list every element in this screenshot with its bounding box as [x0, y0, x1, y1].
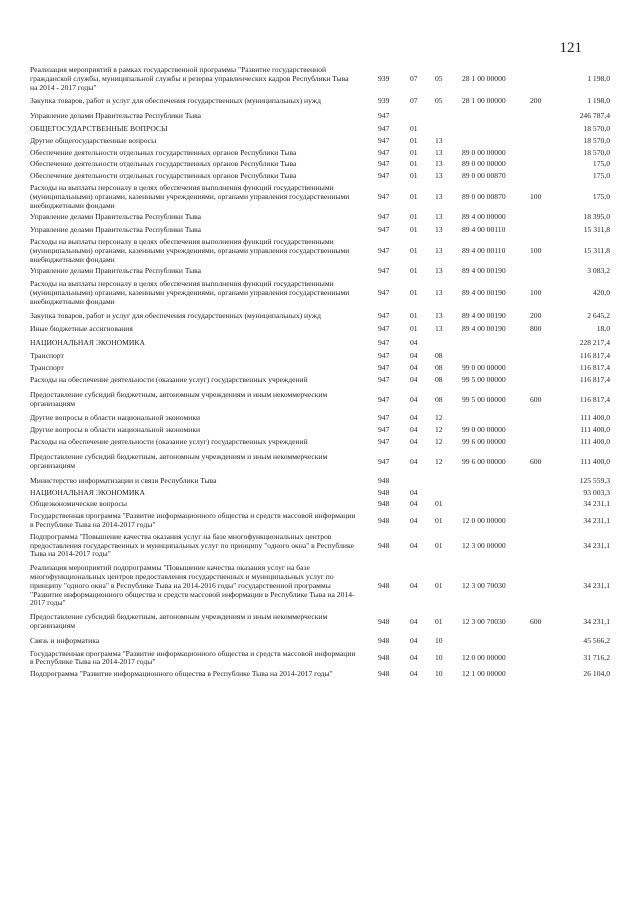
table-row: [30, 226, 610, 235]
table-cell-name: Государственная программа "Развитие информационного общества и средств массовой информации в Республике Тыва на 2014-2017 годы": [30, 648, 356, 667]
table-cell-podrazdel: 13: [435, 159, 443, 169]
table-cell-vid-rashodov: 200: [530, 310, 542, 320]
table-cell-celevaya-statya: 12 3 00 70030: [462, 580, 506, 590]
table-cell-razdel: 04: [410, 350, 418, 360]
table-cell-ved: 947: [378, 374, 390, 384]
table-cell-podrazdel: 13: [435, 135, 443, 145]
table-cell-ved: 947: [378, 245, 390, 255]
table-cell-vid-rashodov: 100: [530, 191, 542, 201]
table-cell-name: Управление делами Правительства Республики Тыва: [30, 111, 202, 121]
table-row: [30, 213, 610, 222]
table-cell-vid-rashodov: 600: [530, 394, 542, 404]
table-cell-razdel: 04: [410, 580, 418, 590]
table-cell-podrazdel: 13: [435, 225, 443, 235]
table-row: [30, 391, 610, 409]
table-cell-ved: 947: [378, 135, 390, 145]
table-row: [30, 637, 610, 646]
table-cell-vid-rashodov: 200: [530, 96, 542, 106]
table-cell-summa: 111 400,0: [580, 456, 610, 466]
table-cell-name: ОБЩЕГОСУДАРСТВЕННЫЕ ВОПРОСЫ: [30, 123, 168, 133]
table-cell-ved: 939: [378, 73, 390, 83]
table-cell-summa: 18 570,0: [583, 147, 610, 157]
table-row: [30, 149, 610, 158]
table-row: [30, 376, 610, 385]
table-cell-name: Реализация мероприятий подпрограммы "Повышение качества оказания услуг на базе многофункциональных центров предоставления государственных и муниципальных услуг по принципу "одного окна" в Республике Тыва на 2014-2016 годы" государственной программы "Развитие информационного общества и средств массовой информации в Республике Тыва на 2014-2017 годы": [30, 563, 355, 608]
table-cell-ved: 947: [378, 266, 390, 276]
table-cell-summa: 1 198,0: [587, 96, 610, 106]
table-cell-name: Предоставление субсидий бюджетным, автономным учреждениям и иным некоммерческим организациям: [30, 452, 328, 471]
table-cell-name: Управление делами Правительства Республики Тыва: [30, 266, 202, 276]
table-cell-ved: 947: [378, 324, 390, 334]
table-row: [30, 312, 610, 321]
table-row: [30, 97, 610, 106]
table-cell-name: Транспорт: [30, 362, 64, 372]
table-row: [30, 125, 610, 134]
table-cell-razdel: 07: [410, 73, 418, 83]
table-cell-name: Обеспечение деятельности отдельных государственных органов Республики Тыва: [30, 171, 297, 181]
table-cell-podrazdel: 10: [435, 653, 443, 663]
table-cell-name: Расходы на выплаты персоналу в целях обеспечения выполнения функций государственными (муниципальными) органами, казенными учреждениями, органами управления государственными внебюджетными фондами: [30, 182, 350, 210]
table-cell-razdel: 04: [410, 374, 418, 384]
table-cell-summa: 246 787,4: [579, 111, 610, 121]
table-cell-summa: 116 817,4: [579, 362, 610, 372]
table-cell-summa: 111 400,0: [580, 436, 610, 446]
table-cell-podrazdel: 01: [435, 580, 443, 590]
table-row: [30, 533, 610, 559]
table-cell-podrazdel: 01: [435, 540, 443, 550]
table-cell-razdel: 04: [410, 653, 418, 663]
table-cell-name: Подпрограмма "Повышение качества оказания услуг на базе многофункциональных центров предоставления государственных и муниципальных услуг по принципу "одного окна" в Республике Тыва на 2014-2017 годы": [30, 531, 354, 559]
table-cell-celevaya-statya: 89 4 00 00190: [462, 287, 506, 297]
table-row: [30, 650, 610, 668]
table-cell-ved: 947: [378, 171, 390, 181]
table-cell-name: Другие вопросы в области национальной экономики: [30, 412, 201, 422]
table-cell-podrazdel: 13: [435, 191, 443, 201]
table-cell-podrazdel: 08: [435, 350, 443, 360]
table-cell-podrazdel: 13: [435, 324, 443, 334]
table-cell-vid-rashodov: 100: [530, 245, 542, 255]
table-cell-celevaya-statya: 89 4 00 00190: [462, 324, 506, 334]
table-cell-ved: 948: [378, 580, 390, 590]
table-row: [30, 477, 610, 486]
budget-table: [30, 66, 610, 683]
table-row: [30, 66, 610, 92]
table-cell-ved: 948: [378, 635, 390, 645]
table-cell-celevaya-statya: 89 4 00 00190: [462, 310, 506, 320]
table-cell-podrazdel: 05: [435, 96, 443, 106]
table-cell-name: Государственная программа "Развитие информационного общества и средств массовой информации в Республике Тыва на 2014-2017 годы": [30, 511, 356, 530]
table-cell-razdel: 04: [410, 412, 418, 422]
table-cell-ved: 947: [378, 225, 390, 235]
table-cell-name: Министерство информатизации и связи Республики Тыва: [30, 475, 217, 485]
table-cell-name: Расходы на выплаты персоналу в целях обеспечения выполнения функций государственными (муниципальными) органами, казенными учреждениями, органами управления государственными внебюджетными фондами: [30, 236, 350, 264]
table-cell-vid-rashodov: 100: [530, 287, 542, 297]
table-cell-summa: 15 311,8: [583, 245, 610, 255]
table-cell-ved: 939: [378, 96, 390, 106]
table-row: [30, 564, 610, 608]
table-cell-ved: 947: [378, 212, 390, 222]
table-cell-podrazdel: 10: [435, 669, 443, 679]
table-cell-summa: 125 559,3: [579, 475, 610, 485]
table-cell-razdel: 04: [410, 436, 418, 446]
table-cell-celevaya-statya: 89 0 00 00870: [462, 171, 506, 181]
table-row: [30, 512, 610, 530]
table-row: [30, 325, 610, 334]
table-cell-ved: 947: [378, 159, 390, 169]
table-row: [30, 280, 610, 306]
table-cell-razdel: 01: [410, 212, 418, 222]
table-cell-ved: 947: [378, 310, 390, 320]
table-row: [30, 160, 610, 169]
table-cell-ved: 947: [378, 394, 390, 404]
table-row: [30, 426, 610, 435]
table-cell-summa: 3 083,2: [587, 266, 610, 276]
table-cell-name: Обеспечение деятельности отдельных государственных органов Республики Тыва: [30, 159, 297, 169]
table-cell-summa: 111 400,0: [580, 412, 610, 422]
table-row: [30, 352, 610, 361]
table-cell-ved: 947: [378, 424, 390, 434]
table-cell-podrazdel: 13: [435, 266, 443, 276]
table-cell-razdel: 01: [410, 147, 418, 157]
table-cell-summa: 15 311,8: [583, 225, 610, 235]
table-cell-podrazdel: 13: [435, 212, 443, 222]
table-cell-podrazdel: 01: [435, 616, 443, 626]
table-cell-razdel: 01: [410, 324, 418, 334]
table-cell-razdel: 01: [410, 310, 418, 320]
table-cell-name: Общеэкономические вопросы: [30, 499, 127, 509]
table-cell-ved: 947: [378, 147, 390, 157]
table-cell-name: Управление делами Правительства Республики Тыва: [30, 212, 202, 222]
table-cell-razdel: 01: [410, 225, 418, 235]
table-cell-podrazdel: 08: [435, 362, 443, 372]
table-row: [30, 137, 610, 146]
table-cell-podrazdel: 12: [435, 412, 443, 422]
table-cell-name: Расходы на обеспечение деятельности (оказание услуг) государственных учреждений: [30, 374, 308, 384]
table-cell-razdel: 01: [410, 191, 418, 201]
table-row: [30, 489, 610, 498]
table-cell-ved: 947: [378, 338, 390, 348]
table-cell-razdel: 01: [410, 287, 418, 297]
table-cell-razdel: 01: [410, 171, 418, 181]
table-cell-summa: 34 231,1: [583, 616, 610, 626]
table-cell-summa: 18,0: [596, 324, 610, 334]
table-cell-celevaya-statya: 28 1 00 00000: [462, 73, 506, 83]
table-cell-razdel: 04: [410, 456, 418, 466]
table-cell-celevaya-statya: 99 0 00 00000: [462, 362, 506, 372]
table-cell-celevaya-statya: 89 0 00 00870: [462, 191, 506, 201]
table-cell-ved: 947: [378, 456, 390, 466]
table-row: [30, 438, 610, 447]
table-cell-summa: 228 217,4: [579, 338, 610, 348]
table-cell-summa: 420,0: [592, 287, 610, 297]
table-cell-celevaya-statya: 12 0 00 00000: [462, 515, 506, 525]
table-cell-name: Обеспечение деятельности отдельных государственных органов Республики Тыва: [30, 147, 297, 157]
table-cell-razdel: 04: [410, 424, 418, 434]
table-cell-celevaya-statya: 12 1 00 00000: [462, 669, 506, 679]
table-cell-name: НАЦИОНАЛЬНАЯ ЭКОНОМИКА: [30, 338, 145, 348]
table-cell-summa: 18 395,0: [583, 212, 610, 222]
table-cell-summa: 175,0: [592, 159, 610, 169]
table-cell-name: Транспорт: [30, 350, 64, 360]
table-cell-podrazdel: 13: [435, 147, 443, 157]
table-cell-ved: 948: [378, 669, 390, 679]
table-cell-celevaya-statya: 12 3 00 00000: [462, 540, 506, 550]
table-cell-name: Предоставление субсидий бюджетным, автономным учреждениям и иным некоммерческим организациям: [30, 612, 328, 631]
table-cell-ved: 948: [378, 499, 390, 509]
page-number: 121: [559, 40, 582, 56]
table-cell-razdel: 01: [410, 266, 418, 276]
table-cell-podrazdel: 08: [435, 374, 443, 384]
table-row: [30, 172, 610, 181]
table-cell-razdel: 04: [410, 499, 418, 509]
table-cell-podrazdel: 01: [435, 499, 443, 509]
table-cell-vid-rashodov: 600: [530, 456, 542, 466]
table-cell-ved: 948: [378, 487, 390, 497]
table-cell-celevaya-statya: 99 6 00 00000: [462, 456, 506, 466]
table-cell-ved: 947: [378, 191, 390, 201]
table-cell-celevaya-statya: 99 5 00 00000: [462, 394, 506, 404]
table-cell-celevaya-statya: 89 0 00 00000: [462, 159, 506, 169]
table-cell-summa: 1 198,0: [587, 73, 610, 83]
table-cell-razdel: 04: [410, 616, 418, 626]
table-cell-ved: 948: [378, 540, 390, 550]
table-cell-podrazdel: 13: [435, 287, 443, 297]
table-cell-celevaya-statya: 99 6 00 00000: [462, 436, 506, 446]
table-cell-summa: 34 231,1: [583, 540, 610, 550]
table-row: [30, 414, 610, 423]
table-row: [30, 453, 610, 471]
table-cell-podrazdel: 13: [435, 245, 443, 255]
table-cell-razdel: 07: [410, 96, 418, 106]
table-cell-name: Другие вопросы в области национальной экономики: [30, 424, 201, 434]
table-cell-summa: 2 645,2: [587, 310, 610, 320]
table-cell-name: Управление делами Правительства Республики Тыва: [30, 225, 202, 235]
table-cell-summa: 116 817,4: [579, 394, 610, 404]
table-cell-ved: 947: [378, 412, 390, 422]
table-cell-summa: 111 400,0: [580, 424, 610, 434]
table-cell-name: Расходы на выплаты персоналу в целях обеспечения выполнения функций государственными (муниципальными) органами, казенными учреждениями, органами управления государственными внебюджетными фондами: [30, 279, 350, 306]
table-cell-summa: 116 817,4: [579, 374, 610, 384]
table-cell-celevaya-statya: 12 0 00 00000: [462, 653, 506, 663]
table-row: [30, 267, 610, 276]
table-cell-summa: 93 003,3: [583, 487, 610, 497]
table-cell-summa: 18 570,0: [583, 135, 610, 145]
table-cell-celevaya-statya: 12 3 00 70030: [462, 616, 506, 626]
table-cell-podrazdel: 08: [435, 394, 443, 404]
table-cell-summa: 31 716,2: [583, 653, 610, 663]
table-cell-summa: 175,0: [592, 191, 610, 201]
table-row: [30, 184, 610, 210]
table-cell-celevaya-statya: 89 4 00 00110: [462, 245, 506, 255]
table-cell-celevaya-statya: 99 5 00 00000: [462, 374, 506, 384]
table-cell-ved: 948: [378, 653, 390, 663]
table-cell-name: Предоставление субсидий бюджетным, автономным учреждениям и иным некоммерческим организациям: [30, 390, 328, 409]
table-cell-podrazdel: 12: [435, 456, 443, 466]
table-cell-celevaya-statya: 89 4 00 00000: [462, 212, 506, 222]
table-cell-razdel: 01: [410, 159, 418, 169]
table-cell-podrazdel: 01: [435, 515, 443, 525]
table-cell-summa: 116 817,4: [579, 350, 610, 360]
table-cell-summa: 26 104,0: [583, 669, 610, 679]
table-cell-razdel: 04: [410, 338, 418, 348]
table-cell-ved: 948: [378, 515, 390, 525]
table-cell-name: НАЦИОНАЛЬНАЯ ЭКОНОМИКА: [30, 487, 145, 497]
table-cell-celevaya-statya: 28 1 00 00000: [462, 96, 506, 106]
table-cell-celevaya-statya: 89 0 00 00000: [462, 147, 506, 157]
table-row: [30, 613, 610, 631]
table-cell-ved: 947: [378, 111, 390, 121]
table-cell-razdel: 04: [410, 669, 418, 679]
table-row: [30, 670, 610, 679]
table-cell-podrazdel: 12: [435, 424, 443, 434]
table-cell-vid-rashodov: 800: [530, 324, 542, 334]
table-cell-ved: 947: [378, 287, 390, 297]
table-row: [30, 112, 610, 121]
table-cell-razdel: 01: [410, 245, 418, 255]
table-cell-name: Другие общегосударственные вопросы: [30, 135, 157, 145]
table-row: [30, 339, 610, 348]
table-cell-celevaya-statya: 89 4 00 00190: [462, 266, 506, 276]
table-cell-podrazdel: 10: [435, 635, 443, 645]
table-cell-name: Закупка товаров, работ и услуг для обеспечения государственных (муниципальных) нужд: [30, 96, 321, 106]
table-cell-razdel: 04: [410, 515, 418, 525]
table-cell-name: Реализация мероприятий в рамках государственной программы "Развитие государственной гражданской службы, муниципальной службы и резерва управленческих кадров Республики Тыва на 2014 - 2017 годы": [30, 65, 349, 92]
table-cell-razdel: 04: [410, 635, 418, 645]
table-cell-ved: 948: [378, 475, 390, 485]
table-cell-razdel: 04: [410, 394, 418, 404]
table-cell-name: Связь и информатика: [30, 635, 100, 645]
table-cell-name: Расходы на обеспечение деятельности (оказание услуг) государственных учреждений: [30, 436, 308, 446]
table-cell-vid-rashodov: 600: [530, 616, 542, 626]
table-cell-razdel: 01: [410, 135, 418, 145]
table-cell-summa: 34 231,1: [583, 515, 610, 525]
table-cell-razdel: 04: [410, 487, 418, 497]
table-cell-name: Подпрограмма "Развитие информационного общества в Республике Тыва на 2014-2017 годы": [30, 669, 333, 679]
table-cell-razdel: 04: [410, 362, 418, 372]
table-row: [30, 364, 610, 373]
table-cell-ved: 947: [378, 436, 390, 446]
table-cell-ved: 948: [378, 616, 390, 626]
table-cell-podrazdel: 12: [435, 436, 443, 446]
table-cell-summa: 34 231,1: [583, 499, 610, 509]
table-cell-ved: 947: [378, 350, 390, 360]
table-cell-name: Закупка товаров, работ и услуг для обеспечения государственных (муниципальных) нужд: [30, 310, 321, 320]
table-cell-summa: 34 231,1: [583, 580, 610, 590]
table-cell-podrazdel: 05: [435, 73, 443, 83]
table-cell-podrazdel: 13: [435, 310, 443, 320]
table-cell-ved: 947: [378, 123, 390, 133]
table-cell-summa: 18 570,0: [583, 123, 610, 133]
table-row: [30, 238, 610, 264]
table-cell-celevaya-statya: 89 4 00 00110: [462, 225, 506, 235]
table-cell-summa: 45 566,2: [583, 635, 610, 645]
table-cell-podrazdel: 13: [435, 171, 443, 181]
table-row: [30, 500, 610, 509]
table-cell-celevaya-statya: 99 0 00 00000: [462, 424, 506, 434]
table-cell-razdel: 01: [410, 123, 418, 133]
table-cell-summa: 175,0: [592, 171, 610, 181]
table-cell-name: Иные бюджетные ассигнования: [30, 324, 133, 334]
table-cell-ved: 947: [378, 362, 390, 372]
table-cell-razdel: 04: [410, 540, 418, 550]
